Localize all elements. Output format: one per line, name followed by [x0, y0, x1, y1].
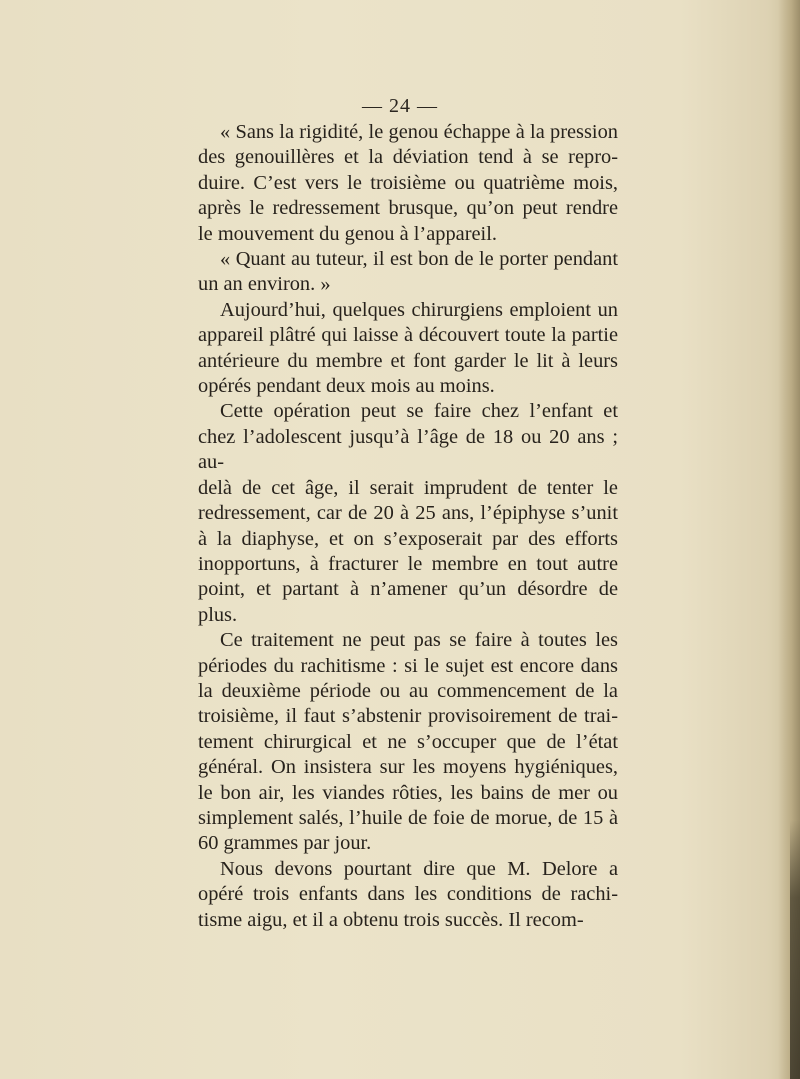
- text-line: opéré trois enfants dans les conditions de rachi-: [198, 883, 618, 906]
- text-line: redressement, car de 20 à 25 ans, l’épiphyse s’unit: [198, 502, 618, 525]
- text-line: Nous devons pourtant dire que M. Delore a: [220, 857, 618, 880]
- text-line: des genouillères et la déviation tend à se repro-: [198, 146, 618, 169]
- page-edge-dark: [790, 820, 800, 1079]
- text-line: tisme aigu, et il a obtenu trois succès. Il recom-: [198, 908, 584, 931]
- text-line: périodes du rachitisme : si le sujet est encore dans: [198, 654, 618, 677]
- text-line: la deuxième période ou au commencement de la: [198, 679, 618, 702]
- text-line: 60 grammes par jour.: [198, 832, 372, 855]
- text-line: le bon air, les viandes rôties, les bains de mer ou: [198, 781, 618, 804]
- text-line: point, et partant à n’amener qu’un désordre de: [198, 578, 618, 601]
- text-line: un an environ. »: [198, 273, 331, 296]
- text-line: Cette opération peut se faire chez l’enfant et: [220, 400, 618, 423]
- text-line: antérieure du membre et font garder le lit à leurs: [198, 349, 618, 372]
- page-number: — 24 —: [362, 95, 438, 117]
- text-line: général. On insistera sur les moyens hygiéniques,: [198, 756, 618, 779]
- text-line: inopportuns, à fracturer le membre en tout autre: [198, 552, 618, 575]
- body-text: [198, 120, 618, 933]
- text-line: le mouvement du genou à l’appareil.: [198, 222, 497, 245]
- text-line: « Quant au tuteur, il est bon de le porter pendant: [220, 248, 618, 271]
- text-line: Ce traitement ne peut pas se faire à toutes les: [220, 629, 618, 652]
- text-line: tement chirurgical et ne s’occuper que de l’état: [198, 730, 618, 753]
- text-line: duire. C’est vers le troisième ou quatrième mois,: [198, 171, 618, 194]
- text-line: simplement salés, l’huile de foie de morue, de 15 à: [198, 806, 618, 829]
- text-line: opérés pendant deux mois au moins.: [198, 375, 495, 398]
- text-line: delà de cet âge, il serait imprudent de tenter le: [198, 476, 618, 499]
- text-line: après le redressement brusque, qu’on peut rendre: [198, 197, 618, 220]
- text-line: à la diaphyse, et on s’exposerait par des efforts: [198, 527, 618, 550]
- text-line: chez l’adolescent jusqu’à l’âge de 18 ou 20 ans ; au-: [198, 425, 618, 474]
- text-line: troisième, il faut s’abstenir provisoirement de trai-: [198, 705, 618, 728]
- text-line: appareil plâtré qui laisse à découvert toute la partie: [198, 324, 618, 347]
- text-line: plus.: [198, 603, 238, 626]
- text-line: Aujourd’hui, quelques chirurgiens emploient un: [220, 298, 618, 321]
- text-line: « Sans la rigidité, le genou échappe à la pression: [220, 121, 618, 143]
